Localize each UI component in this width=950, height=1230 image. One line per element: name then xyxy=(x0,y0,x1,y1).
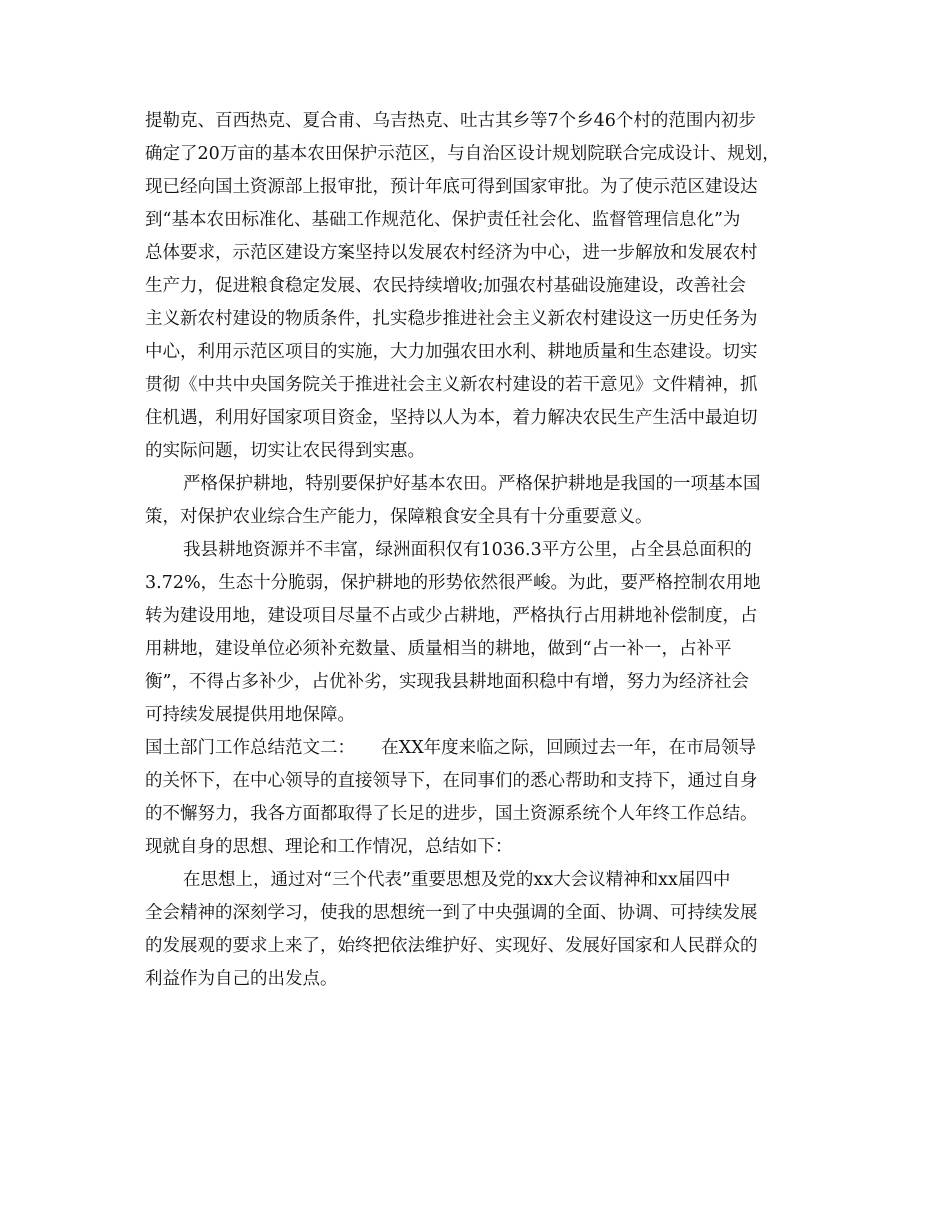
text-line: 国土部门工作总结范文二： 在XX年度来临之际，回顾过去一年，在市局领导 xyxy=(145,738,757,758)
text-line: 转为建设用地，建设项目尽量不占或少占耕地，严格执行占用耕地补偿制度，占 xyxy=(145,606,758,626)
text-line: 用耕地，建设单位必须补充数量、质量相当的耕地，做到“占一补一，占补平 xyxy=(145,639,732,659)
text-line: 现就自身的思想、理论和工作情况，总结如下： xyxy=(145,837,513,857)
text-line: 中心，利用示范区项目的实施，大力加强农田水利、耕地质量和生态建设。切实 xyxy=(145,342,758,362)
text-line: 利益作为自己的出发点。 xyxy=(145,969,338,989)
text-line: 严格保护耕地，特别要保护好基本农田。严格保护耕地是我国的一项基本国 xyxy=(183,474,761,494)
text-line: 生产力，促进粮食稳定发展、农民持续增收;加强农村基础设施建设，改善社会 xyxy=(145,276,746,296)
document-body xyxy=(145,105,825,996)
text-line: 住机遇，利用好国家项目资金，坚持以人为本，着力解决农民生产生活中最迫切 xyxy=(145,408,758,428)
text-line: 在思想上，通过对“三个代表”重要思想及党的xx大会议精神和xx届四中 xyxy=(183,870,731,890)
text-line: 策，对保护农业综合生产能力，保障粮食安全具有十分重要意义。 xyxy=(145,507,653,527)
text-line: 3.72%，生态十分脆弱，保护耕地的形势依然很严峻。为此，要严格控制农用地 xyxy=(145,573,761,593)
text-line: 的实际问题，切实让农民得到实惠。 xyxy=(145,441,425,461)
text-line: 现已经向国土资源部上报审批，预计年底可得到国家审批。为了使示范区建设达 xyxy=(145,177,758,197)
text-line: 的发展观的要求上来了，始终把依法维护好、实现好、发展好国家和人民群众的 xyxy=(145,936,758,956)
text-line: 提勒克、百西热克、夏合甫、乌吉热克、吐古其乡等7个乡46个村的范围内初步 xyxy=(145,111,756,131)
text-line: 衡”，不得占多补少，占优补劣，实现我县耕地面积稳中有增，努力为经济社会 xyxy=(145,672,749,692)
text-line: 确定了20万亩的基本农田保护示范区，与自治区设计规划院联合完成设计、规划， xyxy=(145,144,780,164)
text-line: 主义新农村建设的物质条件，扎实稳步推进社会主义新农村建设这一历史任务为 xyxy=(145,309,758,329)
text-line: 的关怀下，在中心领导的直接领导下，在同事们的悉心帮助和支持下，通过自身 xyxy=(145,771,758,791)
text-line: 我县耕地资源并不丰富，绿洲面积仅有1036.3平方公里，占全县总面积的 xyxy=(183,540,752,560)
text-line: 全会精神的深刻学习，使我的思想统一到了中央强调的全面、协调、可持续发展 xyxy=(145,903,758,923)
text-line: 到“基本农田标准化、基础工作规范化、保护责任社会化、监督管理信息化”为 xyxy=(145,210,741,230)
text-line: 可持续发展提供用地保障。 xyxy=(145,705,355,725)
text-line: 总体要求，示范区建设方案坚持以发展农村经济为中心，进一步解放和发展农村 xyxy=(145,243,758,263)
text-line: 的不懈努力，我各方面都取得了长足的进步，国土资源系统个人年终工作总结。 xyxy=(145,804,758,824)
text-line: 贯彻《中共中央国务院关于推进社会主义新农村建设的若干意见》文件精神，抓 xyxy=(145,375,758,395)
